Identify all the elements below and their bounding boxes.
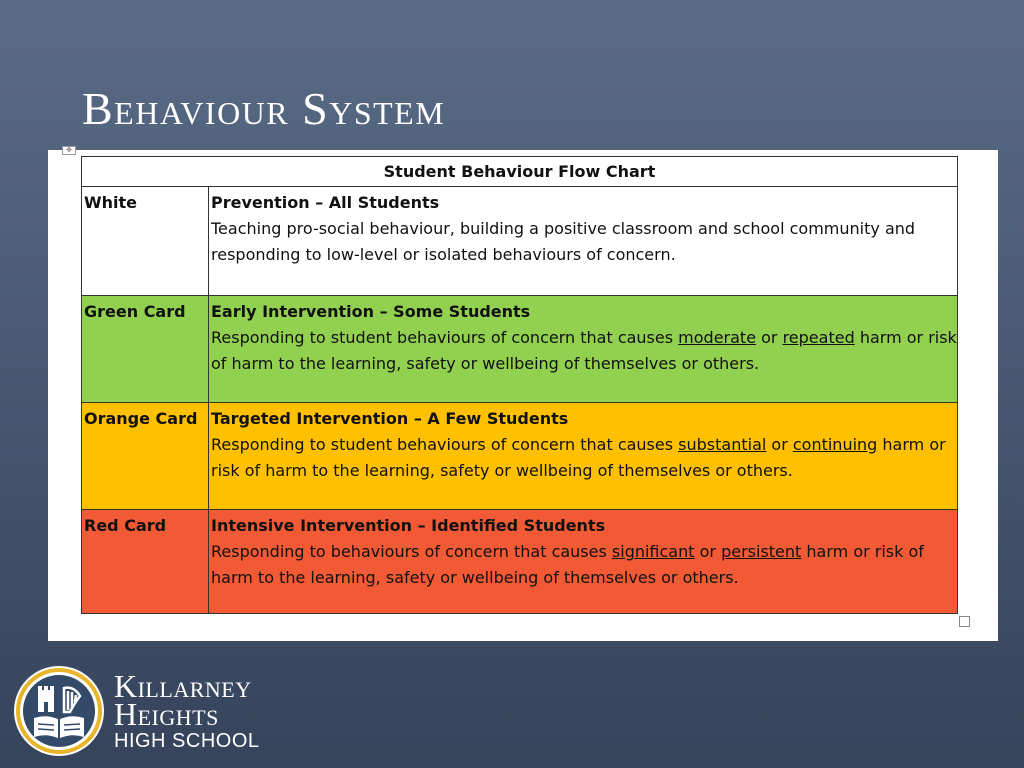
table-resize-handle-icon[interactable] bbox=[959, 616, 970, 627]
level-text: Responding to student behaviours of concern that causes moderate or repeated harm or risk of harm to the learning, safety or wellbeing of themselves or others. bbox=[211, 328, 957, 373]
embedded-document[interactable] bbox=[48, 147, 998, 641]
school-name-line1: Killarney bbox=[114, 668, 252, 704]
level-label: White bbox=[82, 187, 209, 296]
level-heading: Targeted Intervention – A Few Students bbox=[211, 409, 569, 428]
level-label: Orange Card bbox=[82, 403, 209, 510]
level-label: Green Card bbox=[82, 296, 209, 403]
castle-tower-icon bbox=[38, 686, 54, 712]
slide-title: Behaviour System bbox=[82, 83, 446, 134]
level-description bbox=[209, 187, 958, 296]
level-description bbox=[209, 296, 958, 403]
level-heading: Early Intervention – Some Students bbox=[211, 302, 531, 321]
level-text: Responding to behaviours of concern that causes significant or persistent harm or risk of harm to the learning, safety or wellbeing of themselves or others. bbox=[211, 542, 924, 587]
emphasis-term: continuing bbox=[792, 435, 878, 454]
level-description bbox=[209, 403, 958, 510]
table-caption: Student Behaviour Flow Chart bbox=[82, 157, 958, 187]
level-description bbox=[209, 510, 958, 614]
emphasis-term: significant bbox=[611, 542, 695, 561]
table-header-row bbox=[82, 157, 958, 187]
school-logo bbox=[12, 664, 106, 758]
emphasis-term: moderate bbox=[678, 328, 757, 347]
table-row-green-card bbox=[82, 296, 958, 403]
level-text: Responding to student behaviours of concern that causes substantial or continuing harm or risk of harm to the learning, safety or wellbeing of themselves or others. bbox=[211, 435, 946, 480]
table-row-red-card bbox=[82, 510, 958, 614]
table-row-orange-card bbox=[82, 403, 958, 510]
emphasis-term: persistent bbox=[721, 542, 802, 561]
emphasis-term: repeated bbox=[782, 328, 855, 347]
level-label: Red Card bbox=[82, 510, 209, 614]
table-move-handle-icon[interactable]: ✥ bbox=[62, 146, 76, 155]
school-name-line2: Heights bbox=[114, 696, 219, 732]
emphasis-term: substantial bbox=[678, 435, 767, 454]
level-heading: Intensive Intervention – Identified Students bbox=[211, 516, 606, 535]
table-row-white bbox=[82, 187, 958, 296]
behaviour-flow-table bbox=[81, 156, 958, 614]
level-text: Teaching pro-social behaviour, building a positive classroom and school community and responding to low-level or isolated behaviours of concern. bbox=[211, 219, 916, 264]
school-name bbox=[114, 668, 260, 754]
level-heading: Prevention – All Students bbox=[211, 193, 440, 212]
school-name-line3: HIGH SCHOOL bbox=[114, 730, 260, 752]
